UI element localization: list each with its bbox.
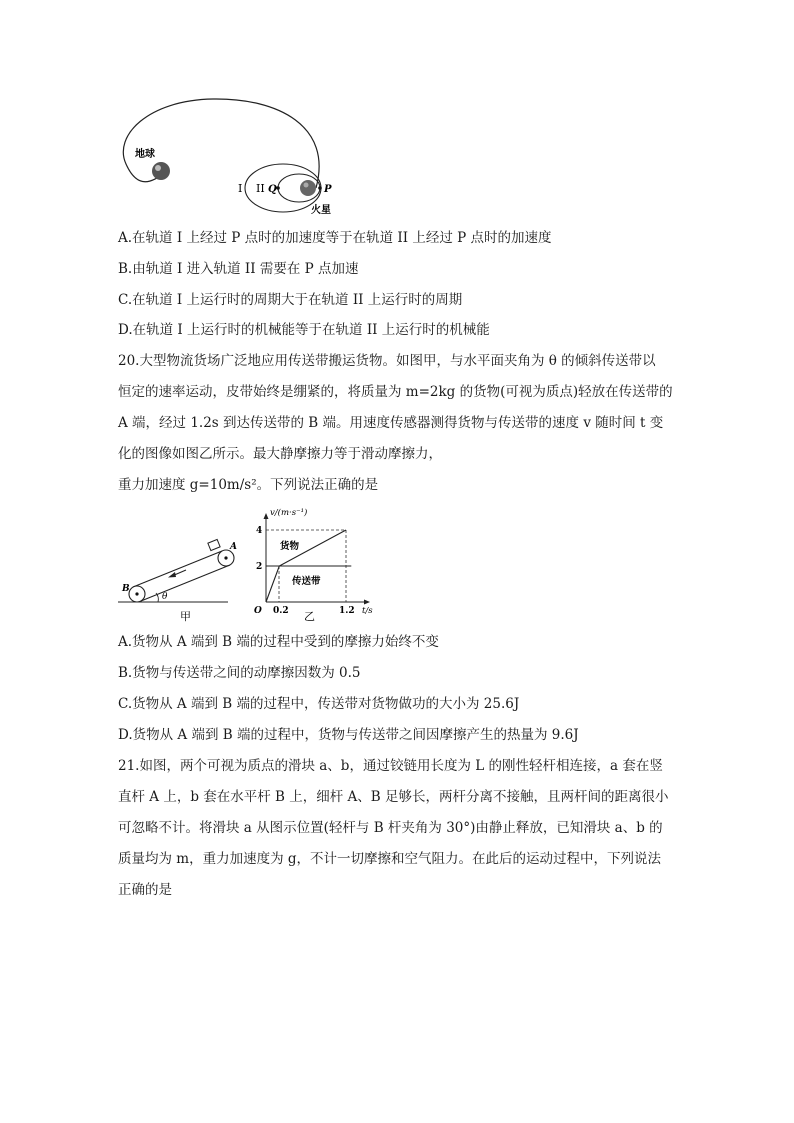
y-tick-2: 2 bbox=[256, 562, 263, 572]
label-b: B bbox=[122, 584, 130, 594]
caption-yi: 乙 bbox=[304, 610, 315, 623]
q19-option-a: A.在轨道 I 上经过 P 点时的加速度等于在轨道 II 上经过 P 点时的加速度 bbox=[118, 230, 552, 246]
q20-line-2: 恒定的速率运动，皮带始终是绷紧的，将质量为 m=2kg 的货物(可视为质点)轻放在传送带的 bbox=[118, 384, 673, 400]
conveyor-diagram bbox=[118, 539, 237, 623]
point-p bbox=[318, 186, 322, 190]
mars-icon bbox=[300, 180, 316, 196]
orbit2-label: II bbox=[256, 182, 265, 195]
q19-option-b: B.由轨道 I 进入轨道 II 需要在 P 点加速 bbox=[118, 261, 359, 277]
conveyor-figures bbox=[118, 505, 380, 625]
q20-option-c: C.货物从 A 端到 B 端的过程中，传送带对货物做功的大小为 25.6J bbox=[118, 696, 520, 712]
q-label: Q bbox=[268, 184, 277, 195]
y-axis-label: v/(m·s⁻¹) bbox=[270, 508, 308, 518]
p-label: P bbox=[324, 184, 332, 195]
transfer-orbit bbox=[123, 99, 319, 188]
series-belt-label: 传送带 bbox=[292, 576, 321, 587]
q21-line-3: 可忽略不计。将滑块 a 从图示位置(轻杆与 B 杆夹角为 30°)由静止释放，已知滑块 a、b 的 bbox=[118, 820, 663, 836]
x-axis-label: t/s bbox=[362, 606, 373, 616]
cargo-box bbox=[208, 539, 220, 550]
caption-jia: 甲 bbox=[180, 610, 191, 623]
label-theta: θ bbox=[162, 592, 168, 602]
vt-chart bbox=[254, 507, 373, 623]
label-a: A bbox=[230, 542, 237, 552]
mars-label: 火星 bbox=[311, 205, 331, 216]
q21-line-5: 正确的是 bbox=[118, 882, 172, 898]
q20-option-b: B.货物与传送带之间的动摩擦因数为 0.5 bbox=[118, 665, 361, 681]
y-tick-4: 4 bbox=[256, 526, 263, 536]
q19-option-c: C.在轨道 I 上运行时的周期大于在轨道 II 上运行时的周期 bbox=[118, 292, 463, 308]
q21-line-1: 21.如图，两个可视为质点的滑块 a、b，通过铰链用长度为 L 的刚性轻杆相连接，a 套在竖 bbox=[118, 758, 663, 774]
q20-line-1: 20.大型物流货场广泛地应用传送带搬运货物。如图甲，与水平面夹角为 θ 的倾斜传送带以 bbox=[118, 353, 656, 369]
orbit1-label: I bbox=[238, 182, 243, 195]
earth-icon bbox=[152, 162, 170, 180]
q19-option-d: D.在轨道 I 上运行时的机械能等于在轨道 II 上运行时的机械能 bbox=[118, 322, 490, 338]
earth-label: 地球 bbox=[135, 149, 155, 160]
point-q bbox=[276, 186, 280, 190]
q20-line-3: A 端，经过 1.2s 到达传送带的 B 端。用速度传感器测得货物与传送带的速度 v 随时间 t 变 bbox=[118, 415, 664, 431]
series-cargo-label: 货物 bbox=[280, 541, 300, 552]
x-tick-0-2: 0.2 bbox=[273, 606, 289, 616]
q20-line-4: 化的图像如图乙所示。最大静摩擦力等于滑动摩擦力， bbox=[118, 446, 442, 462]
q21-line-2: 直杆 A 上，b 套在水平杆 B 上，细杆 A、B 足够长，两杆分离不接触，且两杆间的距离很小 bbox=[118, 789, 669, 805]
q20-option-d: D.货物从 A 端到 B 端的过程中，货物与传送带之间因摩擦产生的热量为 9.6J bbox=[118, 727, 579, 743]
q21-line-4: 质量均为 m，重力加速度为 g，不计一切摩擦和空气阻力。在此后的运动过程中，下列说法 bbox=[118, 851, 662, 867]
orbit-figure bbox=[118, 96, 343, 221]
origin-label: O bbox=[254, 606, 262, 616]
q20-line-5: 重力加速度 g=10m/s²。下列说法正确的是 bbox=[118, 477, 379, 493]
x-tick-1-2: 1.2 bbox=[339, 606, 355, 616]
q20-option-a: A.货物从 A 端到 B 端的过程中受到的摩擦力始终不变 bbox=[118, 634, 439, 650]
